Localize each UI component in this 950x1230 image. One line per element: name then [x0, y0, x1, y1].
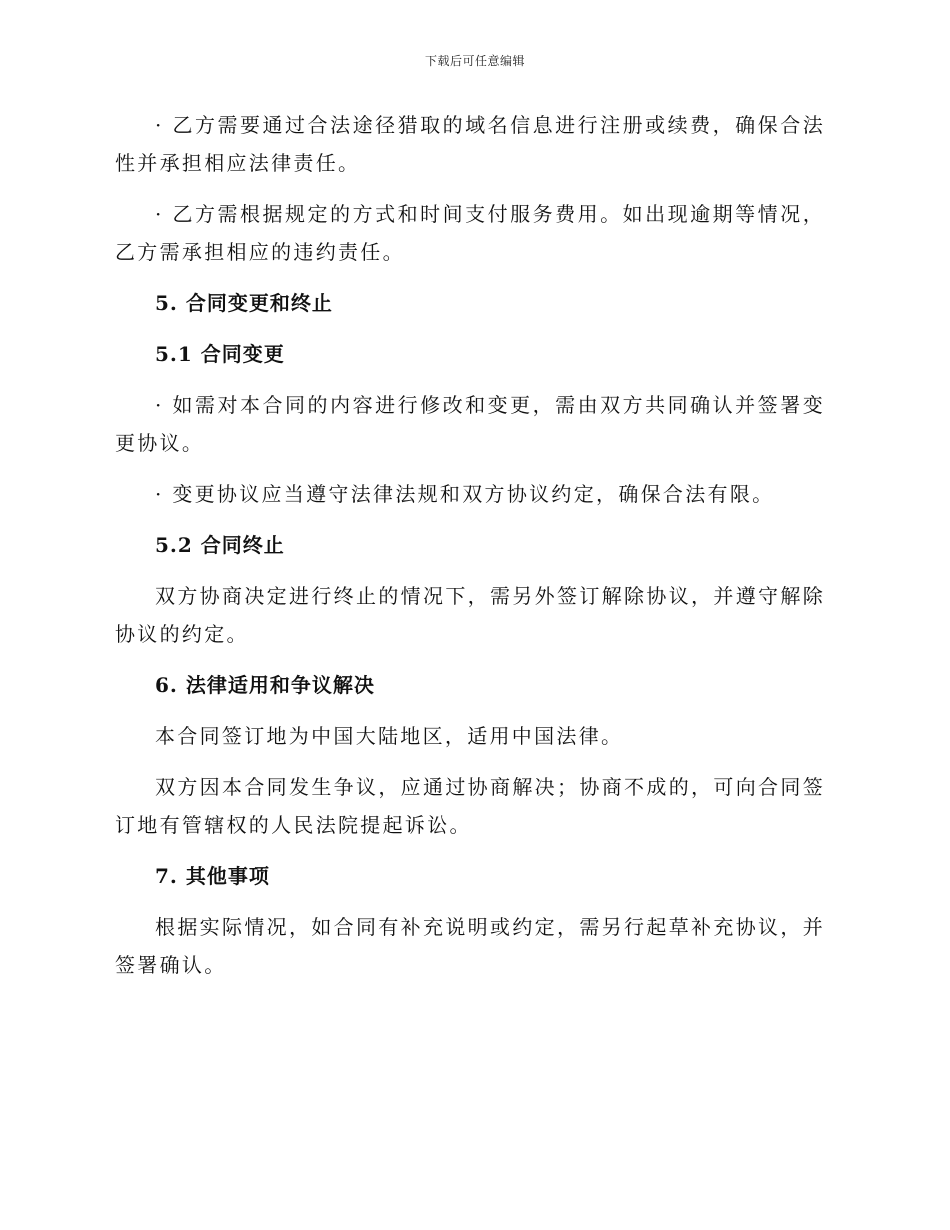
section-heading-7: 7. 其他事项 [155, 864, 270, 888]
bullet-paragraph-domain-registration: · 乙方需要通过合法途径猎取的域名信息进行注册或续费，确保合法性并承担相应法律责任。 [115, 113, 825, 175]
page-header: 下载后可任意编辑 [424, 54, 525, 68]
paragraph-other-matters: 根据实际情况，如合同有补充说明或约定，需另行起草补充协议，并签署确认。 [115, 915, 825, 977]
bullet-paragraph-service-fee: · 乙方需根据规定的方式和时间支付服务费用。如出现逾期等情况，乙方需承担相应的违约责任。 [115, 202, 825, 264]
bullet-paragraph-modification-compliance: · 变更协议应当遵守法律法规和双方协议约定，确保合法有限。 [155, 482, 775, 506]
document-body [115, 106, 825, 997]
paragraph-dispute-resolution: 双方因本合同发生争议，应通过协商解决；协商不成的，可向合同签订地有管辖权的人民法院提起诉讼。 [115, 775, 825, 837]
bullet-paragraph-contract-modification: · 如需对本合同的内容进行修改和变更，需由双方共同确认并签署变更协议。 [115, 393, 825, 455]
section-heading-5: 5. 合同变更和终止 [155, 291, 333, 315]
section-heading-6: 6. 法律适用和争议解决 [155, 673, 375, 697]
subsection-heading-5-1: 5.1 合同变更 [155, 342, 285, 366]
paragraph-governing-law: 本合同签订地为中国大陆地区，适用中国法律。 [155, 724, 624, 748]
paragraph-termination: 双方协商决定进行终止的情况下，需另外签订解除协议，并遵守解除协议的约定。 [115, 584, 825, 646]
subsection-heading-5-2: 5.2 合同终止 [155, 533, 285, 557]
